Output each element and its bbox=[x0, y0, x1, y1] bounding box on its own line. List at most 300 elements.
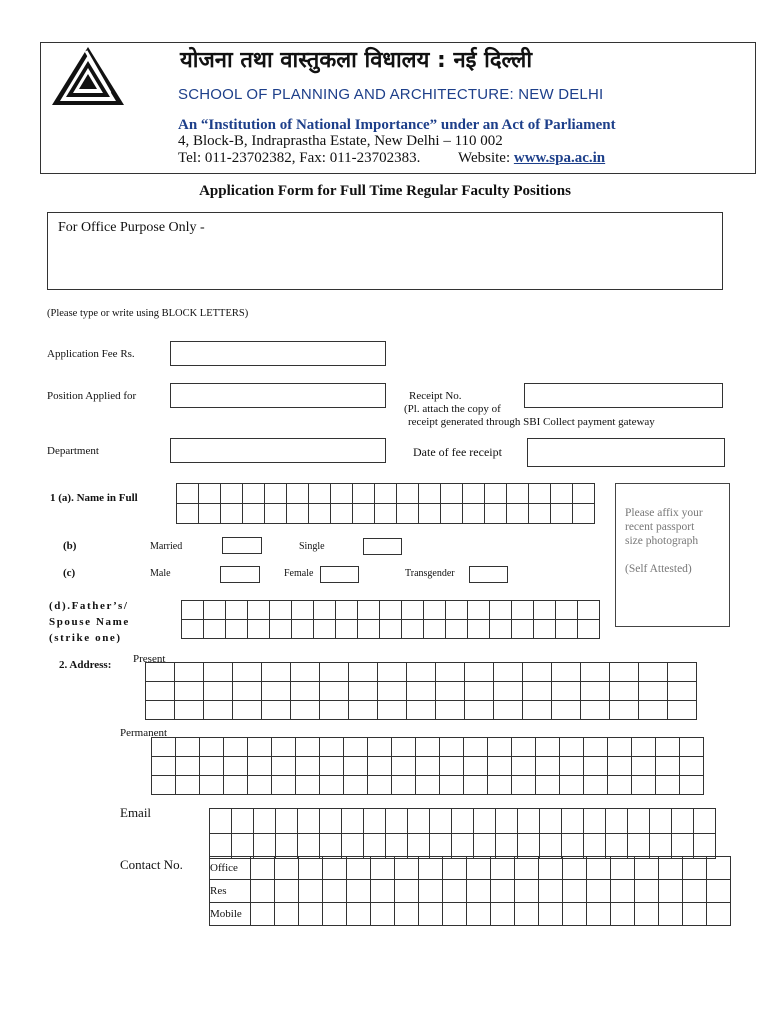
permanent-address-letter-cell[interactable] bbox=[344, 738, 368, 757]
phone-digit-cell[interactable] bbox=[251, 857, 275, 880]
present-address-letter-cell[interactable] bbox=[233, 663, 262, 682]
name-letter-cell[interactable] bbox=[397, 484, 419, 504]
email-letter-cell[interactable] bbox=[364, 809, 386, 834]
phone-digit-cell[interactable] bbox=[515, 880, 539, 903]
name-letter-cell[interactable] bbox=[309, 484, 331, 504]
email-letter-cell[interactable] bbox=[320, 834, 342, 859]
present-address-letter-cell[interactable] bbox=[407, 701, 436, 720]
permanent-address-letter-cell[interactable] bbox=[608, 757, 632, 776]
permanent-address-letter-cell[interactable] bbox=[272, 757, 296, 776]
name-letter-cell[interactable] bbox=[177, 484, 199, 504]
name-letter-cell[interactable] bbox=[331, 504, 353, 524]
email-letter-cell[interactable] bbox=[694, 834, 716, 859]
present-address-letter-cell[interactable] bbox=[204, 663, 233, 682]
permanent-address-letter-cell[interactable] bbox=[392, 776, 416, 795]
present-address-letter-cell[interactable] bbox=[436, 663, 465, 682]
phone-digit-cell[interactable] bbox=[275, 857, 299, 880]
phone-digit-cell[interactable] bbox=[419, 903, 443, 926]
father-spouse-letter-cell[interactable] bbox=[512, 620, 534, 639]
phone-digit-cell[interactable] bbox=[539, 880, 563, 903]
permanent-address-letter-cell[interactable] bbox=[152, 776, 176, 795]
permanent-address-letter-cell[interactable] bbox=[632, 757, 656, 776]
permanent-address-letter-cell[interactable] bbox=[464, 757, 488, 776]
email-letter-cell[interactable] bbox=[562, 834, 584, 859]
phone-digit-cell[interactable] bbox=[347, 857, 371, 880]
father-spouse-letter-cell[interactable] bbox=[204, 601, 226, 620]
email-letter-cell[interactable] bbox=[364, 834, 386, 859]
permanent-address-letter-cell[interactable] bbox=[488, 738, 512, 757]
email-letter-cell[interactable] bbox=[408, 834, 430, 859]
present-address-letter-cell[interactable] bbox=[639, 701, 668, 720]
permanent-address-letter-cell[interactable] bbox=[224, 776, 248, 795]
father-spouse-letter-cell[interactable] bbox=[248, 601, 270, 620]
present-address-letter-cell[interactable] bbox=[436, 701, 465, 720]
email-letter-cell[interactable] bbox=[584, 809, 606, 834]
single-checkbox[interactable] bbox=[363, 538, 402, 555]
name-letter-cell[interactable] bbox=[551, 504, 573, 524]
phone-digit-cell[interactable] bbox=[539, 857, 563, 880]
phone-digit-cell[interactable] bbox=[467, 857, 491, 880]
name-letter-cell[interactable] bbox=[177, 504, 199, 524]
phone-digit-cell[interactable] bbox=[707, 857, 731, 880]
email-letter-cell[interactable] bbox=[606, 834, 628, 859]
name-letter-cell[interactable] bbox=[397, 504, 419, 524]
phone-digit-cell[interactable] bbox=[563, 880, 587, 903]
permanent-address-letter-cell[interactable] bbox=[368, 776, 392, 795]
present-address-letter-cell[interactable] bbox=[378, 663, 407, 682]
male-checkbox[interactable] bbox=[220, 566, 260, 583]
father-spouse-letter-cell[interactable] bbox=[248, 620, 270, 639]
name-letter-cell[interactable] bbox=[265, 504, 287, 524]
name-letter-cell[interactable] bbox=[265, 484, 287, 504]
present-address-letter-cell[interactable] bbox=[581, 701, 610, 720]
phone-digit-cell[interactable] bbox=[491, 880, 515, 903]
present-address-letter-cell[interactable] bbox=[668, 663, 697, 682]
phone-digit-cell[interactable] bbox=[419, 857, 443, 880]
name-letter-cell[interactable] bbox=[529, 504, 551, 524]
father-spouse-letter-cell[interactable] bbox=[292, 620, 314, 639]
permanent-address-letter-cell[interactable] bbox=[368, 738, 392, 757]
contact-grid[interactable] bbox=[209, 856, 731, 926]
email-letter-cell[interactable] bbox=[628, 809, 650, 834]
permanent-address-letter-cell[interactable] bbox=[296, 776, 320, 795]
email-letter-cell[interactable] bbox=[210, 834, 232, 859]
present-address-letter-cell[interactable] bbox=[349, 663, 378, 682]
permanent-address-letter-cell[interactable] bbox=[464, 738, 488, 757]
receipt-no-field[interactable] bbox=[524, 383, 723, 408]
father-spouse-letter-cell[interactable] bbox=[182, 601, 204, 620]
father-spouse-letter-cell[interactable] bbox=[226, 601, 248, 620]
phone-digit-cell[interactable] bbox=[659, 903, 683, 926]
name-letter-cell[interactable] bbox=[573, 504, 595, 524]
phone-digit-cell[interactable] bbox=[323, 857, 347, 880]
permanent-address-grid[interactable] bbox=[151, 737, 704, 795]
permanent-address-letter-cell[interactable] bbox=[176, 776, 200, 795]
phone-digit-cell[interactable] bbox=[467, 880, 491, 903]
permanent-address-letter-cell[interactable] bbox=[176, 757, 200, 776]
phone-digit-cell[interactable] bbox=[707, 903, 731, 926]
father-spouse-letter-cell[interactable] bbox=[358, 620, 380, 639]
name-letter-cell[interactable] bbox=[199, 484, 221, 504]
email-letter-cell[interactable] bbox=[474, 809, 496, 834]
present-address-letter-cell[interactable] bbox=[349, 682, 378, 701]
present-address-letter-cell[interactable] bbox=[262, 701, 291, 720]
phone-digit-cell[interactable] bbox=[347, 880, 371, 903]
email-letter-cell[interactable] bbox=[430, 834, 452, 859]
father-spouse-letter-cell[interactable] bbox=[468, 620, 490, 639]
present-address-letter-cell[interactable] bbox=[262, 663, 291, 682]
permanent-address-letter-cell[interactable] bbox=[224, 757, 248, 776]
father-spouse-letter-cell[interactable] bbox=[424, 601, 446, 620]
email-letter-cell[interactable] bbox=[452, 834, 474, 859]
married-checkbox[interactable] bbox=[222, 537, 262, 554]
female-checkbox[interactable] bbox=[320, 566, 359, 583]
present-address-letter-cell[interactable] bbox=[233, 701, 262, 720]
email-letter-cell[interactable] bbox=[452, 809, 474, 834]
email-letter-cell[interactable] bbox=[518, 809, 540, 834]
present-address-letter-cell[interactable] bbox=[146, 682, 175, 701]
email-letter-cell[interactable] bbox=[254, 809, 276, 834]
name-letter-cell[interactable] bbox=[375, 504, 397, 524]
father-spouse-letter-cell[interactable] bbox=[358, 601, 380, 620]
father-spouse-letter-cell[interactable] bbox=[578, 601, 600, 620]
email-letter-cell[interactable] bbox=[298, 809, 320, 834]
phone-digit-cell[interactable] bbox=[491, 857, 515, 880]
permanent-address-letter-cell[interactable] bbox=[320, 738, 344, 757]
present-address-letter-cell[interactable] bbox=[668, 682, 697, 701]
permanent-address-letter-cell[interactable] bbox=[632, 776, 656, 795]
present-address-letter-cell[interactable] bbox=[146, 701, 175, 720]
phone-digit-cell[interactable] bbox=[587, 903, 611, 926]
present-address-letter-cell[interactable] bbox=[465, 701, 494, 720]
present-address-letter-cell[interactable] bbox=[436, 682, 465, 701]
present-address-letter-cell[interactable] bbox=[320, 682, 349, 701]
phone-digit-cell[interactable] bbox=[683, 903, 707, 926]
father-spouse-letter-cell[interactable] bbox=[468, 601, 490, 620]
phone-digit-cell[interactable] bbox=[251, 903, 275, 926]
phone-digit-cell[interactable] bbox=[515, 903, 539, 926]
email-letter-cell[interactable] bbox=[694, 809, 716, 834]
phone-digit-cell[interactable] bbox=[659, 880, 683, 903]
name-letter-cell[interactable] bbox=[441, 504, 463, 524]
phone-digit-cell[interactable] bbox=[611, 880, 635, 903]
permanent-address-letter-cell[interactable] bbox=[488, 757, 512, 776]
permanent-address-letter-cell[interactable] bbox=[392, 757, 416, 776]
email-letter-cell[interactable] bbox=[672, 834, 694, 859]
phone-digit-cell[interactable] bbox=[563, 857, 587, 880]
phone-digit-cell[interactable] bbox=[539, 903, 563, 926]
phone-digit-cell[interactable] bbox=[395, 880, 419, 903]
permanent-address-letter-cell[interactable] bbox=[200, 738, 224, 757]
phone-digit-cell[interactable] bbox=[299, 857, 323, 880]
phone-digit-cell[interactable] bbox=[323, 880, 347, 903]
father-spouse-letter-cell[interactable] bbox=[534, 620, 556, 639]
permanent-address-letter-cell[interactable] bbox=[440, 757, 464, 776]
permanent-address-letter-cell[interactable] bbox=[512, 776, 536, 795]
email-letter-cell[interactable] bbox=[276, 834, 298, 859]
permanent-address-letter-cell[interactable] bbox=[536, 738, 560, 757]
name-letter-cell[interactable] bbox=[353, 484, 375, 504]
phone-digit-cell[interactable] bbox=[443, 857, 467, 880]
present-address-letter-cell[interactable] bbox=[494, 663, 523, 682]
email-letter-cell[interactable] bbox=[386, 834, 408, 859]
name-letter-cell[interactable] bbox=[463, 484, 485, 504]
father-spouse-letter-cell[interactable] bbox=[270, 601, 292, 620]
name-letter-cell[interactable] bbox=[353, 504, 375, 524]
name-letter-cell[interactable] bbox=[375, 484, 397, 504]
present-address-letter-cell[interactable] bbox=[204, 701, 233, 720]
permanent-address-letter-cell[interactable] bbox=[656, 757, 680, 776]
father-spouse-letter-cell[interactable] bbox=[292, 601, 314, 620]
father-spouse-letter-cell[interactable] bbox=[578, 620, 600, 639]
email-letter-cell[interactable] bbox=[562, 809, 584, 834]
phone-digit-cell[interactable] bbox=[395, 857, 419, 880]
father-spouse-letter-cell[interactable] bbox=[402, 620, 424, 639]
email-letter-cell[interactable] bbox=[496, 834, 518, 859]
permanent-address-letter-cell[interactable] bbox=[608, 738, 632, 757]
permanent-address-letter-cell[interactable] bbox=[512, 757, 536, 776]
present-address-letter-cell[interactable] bbox=[552, 682, 581, 701]
email-letter-cell[interactable] bbox=[232, 834, 254, 859]
application-fee-field[interactable] bbox=[170, 341, 386, 366]
website-link[interactable]: www.spa.ac.in bbox=[513, 150, 606, 166]
present-address-letter-cell[interactable] bbox=[465, 663, 494, 682]
position-field[interactable] bbox=[170, 383, 386, 408]
phone-digit-cell[interactable] bbox=[587, 880, 611, 903]
present-address-letter-cell[interactable] bbox=[320, 663, 349, 682]
permanent-address-letter-cell[interactable] bbox=[248, 776, 272, 795]
permanent-address-letter-cell[interactable] bbox=[320, 776, 344, 795]
father-spouse-letter-cell[interactable] bbox=[314, 601, 336, 620]
permanent-address-letter-cell[interactable] bbox=[608, 776, 632, 795]
email-letter-cell[interactable] bbox=[606, 809, 628, 834]
permanent-address-letter-cell[interactable] bbox=[200, 776, 224, 795]
email-letter-cell[interactable] bbox=[540, 809, 562, 834]
present-address-letter-cell[interactable] bbox=[639, 663, 668, 682]
name-letter-cell[interactable] bbox=[485, 504, 507, 524]
phone-digit-cell[interactable] bbox=[467, 903, 491, 926]
father-spouse-letter-cell[interactable] bbox=[182, 620, 204, 639]
present-address-letter-cell[interactable] bbox=[349, 701, 378, 720]
present-address-letter-cell[interactable] bbox=[523, 701, 552, 720]
department-field[interactable] bbox=[170, 438, 386, 463]
present-address-letter-cell[interactable] bbox=[407, 682, 436, 701]
permanent-address-letter-cell[interactable] bbox=[320, 757, 344, 776]
permanent-address-letter-cell[interactable] bbox=[680, 738, 704, 757]
email-grid[interactable] bbox=[209, 808, 716, 859]
email-letter-cell[interactable] bbox=[628, 834, 650, 859]
father-spouse-letter-cell[interactable] bbox=[402, 601, 424, 620]
email-letter-cell[interactable] bbox=[584, 834, 606, 859]
email-letter-cell[interactable] bbox=[650, 834, 672, 859]
name-letter-cell[interactable] bbox=[463, 504, 485, 524]
present-address-letter-cell[interactable] bbox=[262, 682, 291, 701]
permanent-address-letter-cell[interactable] bbox=[344, 776, 368, 795]
permanent-address-letter-cell[interactable] bbox=[560, 776, 584, 795]
phone-digit-cell[interactable] bbox=[443, 903, 467, 926]
permanent-address-letter-cell[interactable] bbox=[680, 776, 704, 795]
permanent-address-letter-cell[interactable] bbox=[272, 776, 296, 795]
name-letter-cell[interactable] bbox=[243, 504, 265, 524]
permanent-address-letter-cell[interactable] bbox=[416, 738, 440, 757]
email-letter-cell[interactable] bbox=[474, 834, 496, 859]
phone-digit-cell[interactable] bbox=[659, 857, 683, 880]
present-address-letter-cell[interactable] bbox=[146, 663, 175, 682]
phone-digit-cell[interactable] bbox=[587, 857, 611, 880]
present-address-letter-cell[interactable] bbox=[291, 663, 320, 682]
permanent-address-letter-cell[interactable] bbox=[560, 738, 584, 757]
phone-digit-cell[interactable] bbox=[275, 880, 299, 903]
name-letter-cell[interactable] bbox=[221, 484, 243, 504]
permanent-address-letter-cell[interactable] bbox=[464, 776, 488, 795]
present-address-letter-cell[interactable] bbox=[378, 682, 407, 701]
father-spouse-letter-cell[interactable] bbox=[336, 601, 358, 620]
present-address-letter-cell[interactable] bbox=[465, 682, 494, 701]
name-letter-cell[interactable] bbox=[485, 484, 507, 504]
permanent-address-letter-cell[interactable] bbox=[656, 738, 680, 757]
phone-digit-cell[interactable] bbox=[323, 903, 347, 926]
name-letter-cell[interactable] bbox=[243, 484, 265, 504]
phone-digit-cell[interactable] bbox=[707, 880, 731, 903]
permanent-address-letter-cell[interactable] bbox=[512, 738, 536, 757]
permanent-address-letter-cell[interactable] bbox=[656, 776, 680, 795]
phone-digit-cell[interactable] bbox=[683, 880, 707, 903]
name-letter-cell[interactable] bbox=[529, 484, 551, 504]
name-letter-cell[interactable] bbox=[507, 504, 529, 524]
email-letter-cell[interactable] bbox=[518, 834, 540, 859]
name-letter-cell[interactable] bbox=[419, 504, 441, 524]
permanent-address-letter-cell[interactable] bbox=[296, 757, 320, 776]
present-address-letter-cell[interactable] bbox=[610, 682, 639, 701]
permanent-address-letter-cell[interactable] bbox=[248, 738, 272, 757]
father-spouse-letter-cell[interactable] bbox=[314, 620, 336, 639]
phone-digit-cell[interactable] bbox=[611, 903, 635, 926]
phone-digit-cell[interactable] bbox=[443, 880, 467, 903]
phone-digit-cell[interactable] bbox=[563, 903, 587, 926]
father-spouse-grid[interactable] bbox=[181, 600, 600, 639]
phone-digit-cell[interactable] bbox=[299, 880, 323, 903]
father-spouse-letter-cell[interactable] bbox=[380, 620, 402, 639]
email-letter-cell[interactable] bbox=[342, 809, 364, 834]
phone-digit-cell[interactable] bbox=[371, 880, 395, 903]
present-address-letter-cell[interactable] bbox=[378, 701, 407, 720]
father-spouse-letter-cell[interactable] bbox=[490, 620, 512, 639]
present-address-letter-cell[interactable] bbox=[291, 682, 320, 701]
email-letter-cell[interactable] bbox=[430, 809, 452, 834]
permanent-address-letter-cell[interactable] bbox=[536, 776, 560, 795]
permanent-address-letter-cell[interactable] bbox=[680, 757, 704, 776]
present-address-letter-cell[interactable] bbox=[581, 663, 610, 682]
phone-digit-cell[interactable] bbox=[683, 857, 707, 880]
present-address-letter-cell[interactable] bbox=[639, 682, 668, 701]
name-letter-cell[interactable] bbox=[287, 504, 309, 524]
name-letter-cell[interactable] bbox=[309, 504, 331, 524]
permanent-address-letter-cell[interactable] bbox=[584, 757, 608, 776]
permanent-address-letter-cell[interactable] bbox=[296, 738, 320, 757]
permanent-address-letter-cell[interactable] bbox=[272, 738, 296, 757]
father-spouse-letter-cell[interactable] bbox=[204, 620, 226, 639]
father-spouse-letter-cell[interactable] bbox=[556, 601, 578, 620]
phone-digit-cell[interactable] bbox=[491, 903, 515, 926]
name-grid[interactable] bbox=[176, 483, 595, 524]
present-address-letter-cell[interactable] bbox=[610, 663, 639, 682]
email-letter-cell[interactable] bbox=[276, 809, 298, 834]
email-letter-cell[interactable] bbox=[386, 809, 408, 834]
permanent-address-letter-cell[interactable] bbox=[176, 738, 200, 757]
present-address-letter-cell[interactable] bbox=[610, 701, 639, 720]
phone-digit-cell[interactable] bbox=[635, 903, 659, 926]
name-letter-cell[interactable] bbox=[199, 504, 221, 524]
email-letter-cell[interactable] bbox=[650, 809, 672, 834]
present-address-letter-cell[interactable] bbox=[552, 701, 581, 720]
name-letter-cell[interactable] bbox=[441, 484, 463, 504]
permanent-address-letter-cell[interactable] bbox=[632, 738, 656, 757]
father-spouse-letter-cell[interactable] bbox=[446, 620, 468, 639]
present-address-letter-cell[interactable] bbox=[494, 682, 523, 701]
email-letter-cell[interactable] bbox=[540, 834, 562, 859]
father-spouse-letter-cell[interactable] bbox=[336, 620, 358, 639]
father-spouse-letter-cell[interactable] bbox=[424, 620, 446, 639]
permanent-address-letter-cell[interactable] bbox=[344, 757, 368, 776]
father-spouse-letter-cell[interactable] bbox=[380, 601, 402, 620]
email-letter-cell[interactable] bbox=[298, 834, 320, 859]
father-spouse-letter-cell[interactable] bbox=[270, 620, 292, 639]
phone-digit-cell[interactable] bbox=[515, 857, 539, 880]
name-letter-cell[interactable] bbox=[287, 484, 309, 504]
name-letter-cell[interactable] bbox=[419, 484, 441, 504]
father-spouse-letter-cell[interactable] bbox=[226, 620, 248, 639]
present-address-letter-cell[interactable] bbox=[668, 701, 697, 720]
present-address-letter-cell[interactable] bbox=[204, 682, 233, 701]
name-letter-cell[interactable] bbox=[221, 504, 243, 524]
phone-digit-cell[interactable] bbox=[299, 903, 323, 926]
name-letter-cell[interactable] bbox=[573, 484, 595, 504]
present-address-grid[interactable] bbox=[145, 662, 697, 720]
name-letter-cell[interactable] bbox=[507, 484, 529, 504]
father-spouse-letter-cell[interactable] bbox=[512, 601, 534, 620]
permanent-address-letter-cell[interactable] bbox=[368, 757, 392, 776]
permanent-address-letter-cell[interactable] bbox=[440, 776, 464, 795]
phone-digit-cell[interactable] bbox=[347, 903, 371, 926]
permanent-address-letter-cell[interactable] bbox=[392, 738, 416, 757]
present-address-letter-cell[interactable] bbox=[175, 682, 204, 701]
permanent-address-letter-cell[interactable] bbox=[488, 776, 512, 795]
present-address-letter-cell[interactable] bbox=[523, 682, 552, 701]
email-letter-cell[interactable] bbox=[672, 809, 694, 834]
phone-digit-cell[interactable] bbox=[275, 903, 299, 926]
present-address-letter-cell[interactable] bbox=[291, 701, 320, 720]
permanent-address-letter-cell[interactable] bbox=[416, 776, 440, 795]
phone-digit-cell[interactable] bbox=[635, 880, 659, 903]
email-letter-cell[interactable] bbox=[320, 809, 342, 834]
name-letter-cell[interactable] bbox=[331, 484, 353, 504]
present-address-letter-cell[interactable] bbox=[407, 663, 436, 682]
father-spouse-letter-cell[interactable] bbox=[446, 601, 468, 620]
phone-digit-cell[interactable] bbox=[395, 903, 419, 926]
phone-digit-cell[interactable] bbox=[371, 857, 395, 880]
permanent-address-letter-cell[interactable] bbox=[536, 757, 560, 776]
permanent-address-letter-cell[interactable] bbox=[152, 738, 176, 757]
present-address-letter-cell[interactable] bbox=[320, 701, 349, 720]
father-spouse-letter-cell[interactable] bbox=[534, 601, 556, 620]
present-address-letter-cell[interactable] bbox=[233, 682, 262, 701]
email-letter-cell[interactable] bbox=[408, 809, 430, 834]
email-letter-cell[interactable] bbox=[232, 809, 254, 834]
present-address-letter-cell[interactable] bbox=[494, 701, 523, 720]
permanent-address-letter-cell[interactable] bbox=[416, 757, 440, 776]
email-letter-cell[interactable] bbox=[496, 809, 518, 834]
permanent-address-letter-cell[interactable] bbox=[440, 738, 464, 757]
